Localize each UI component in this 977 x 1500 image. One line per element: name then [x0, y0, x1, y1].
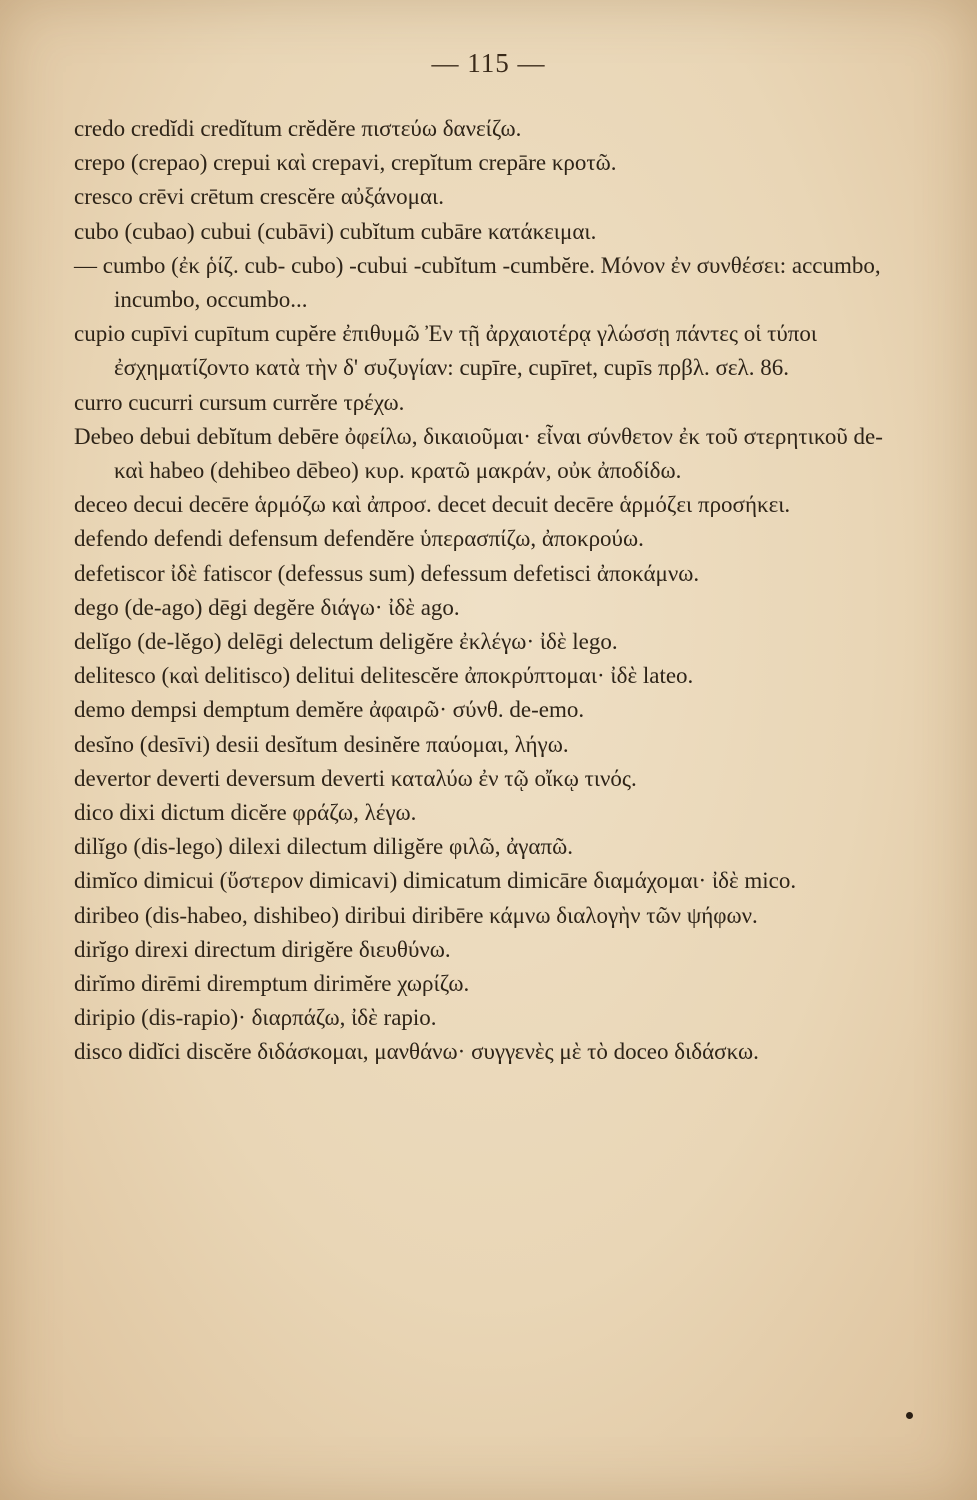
entry-dego: dego (de-ago) dēgi degĕre διάγω· ἰδὲ ago.	[74, 594, 460, 620]
entry-desino: desĭno (desīvi) desii desĭtum desinĕre παύομαι, λήγω.	[74, 731, 569, 757]
entry-cresco: cresco crēvi crētum crescĕre αὐξάνομαι.	[74, 184, 444, 210]
entry-cumbo: — cumbo (ἐκ ῥίζ. cub- cubo) -cubui -cubĭtum -cumbĕre. Μόνον ἐν συνθέσει: accumbo, incumbo, occumbo...	[74, 252, 881, 313]
entry-dirimo: dirĭmo dirēmi diremptum dirimĕre χωρίζω.	[74, 971, 470, 997]
entry-defendo: defendo defendi defensum defendĕre ὑπερασπίζω, ἀποκρούω.	[74, 526, 644, 552]
entry-crepo: crepo (crepao) crepui καὶ crepavi, crepĭtum crepāre κροτῶ.	[74, 150, 617, 176]
entry-deceo: deceo decui decēre ἁρμόζω καὶ ἀπροσ. decet decuit decēre ἁρμόζει προσήκει.	[74, 492, 791, 518]
entry-dico: dico dixi dictum dicĕre φράζω, λέγω.	[74, 800, 417, 826]
ink-speck	[906, 1412, 913, 1419]
entry-demo: demo dempsi demptum demĕre ἀφαιρῶ· σύνθ. de-emo.	[74, 697, 585, 723]
entry-dimico: dimĭco dimicui (ὕστερον dimicavi) dimicatum dimicāre διαμάχομαι· ἰδὲ mico.	[74, 868, 797, 894]
entry-debeo: Debeo debui debĭtum debēre ὀφείλω, δικαιοῦμαι· εἶναι σύνθετον ἐκ τοῦ στερητικοῦ de- καὶ habeo (dehibeo dēbeo) κυρ. κρατῶ μακράν, οὐκ ἀποδίδω.	[74, 423, 883, 484]
entry-dirigo: dirĭgo direxi directum dirigĕre διευθύνω.	[74, 936, 451, 962]
entry-defetiscor: defetiscor ἰδὲ fatiscor (defessus sum) defessum defetisci ἀποκάμνω.	[74, 560, 700, 586]
entry-diribeo: diribeo (dis-habeo, dishibeo) diribui diribēre κάμνω διαλογὴν τῶν ψήφων.	[74, 902, 758, 928]
entry-devertor: devertor deverti deversum deverti καταλύω ἐν τῷ οἴκῳ τινός.	[74, 765, 637, 791]
entry-disco: disco didĭci discĕre διδάσκομαι, μανθάνω· συγγενὲς μὲ τὸ doceo διδάσκω.	[74, 1039, 759, 1065]
entry-diripio: diripio (dis-rapio)· διαρπάζω, ἰδὲ rapio.	[74, 1005, 437, 1031]
dictionary-entries	[74, 112, 909, 1070]
entry-diligo: dilĭgo (dis-lego) dilexi dilectum diligĕre φιλῶ, ἀγαπῶ.	[74, 834, 573, 860]
entry-cupio: cupio cupīvi cupītum cupĕre ἐπιθυμῶ Ἐν τῇ ἀρχαιοτέρᾳ γλώσσῃ πάντες οἱ τύποι ἐσχηματίζοντο κατὰ τὴν δ' συζυγίαν: cupīre, cupīret, cupīs πρβλ. σελ. 86.	[74, 321, 818, 381]
entry-credo: credo credĭdi credĭtum crĕdĕre πιστεύω δανείζω.	[74, 116, 522, 141]
page-number: — 115 —	[431, 48, 546, 78]
entry-cubo: cubo (cubao) cubui (cubāvi) cubĭtum cubāre κατάκειμαι.	[74, 218, 597, 244]
entry-delitesco: delitesco (καὶ delitisco) delitui delitescĕre ἀποκρύπτομαι· ἰδὲ lateo.	[74, 663, 694, 689]
entry-deligo: delĭgo (de-lĕgo) delēgi delectum deligĕre ἐκλέγω· ἰδὲ lego.	[74, 629, 618, 655]
entry-curro: curro cucurri cursum currĕre τρέχω.	[74, 389, 405, 415]
